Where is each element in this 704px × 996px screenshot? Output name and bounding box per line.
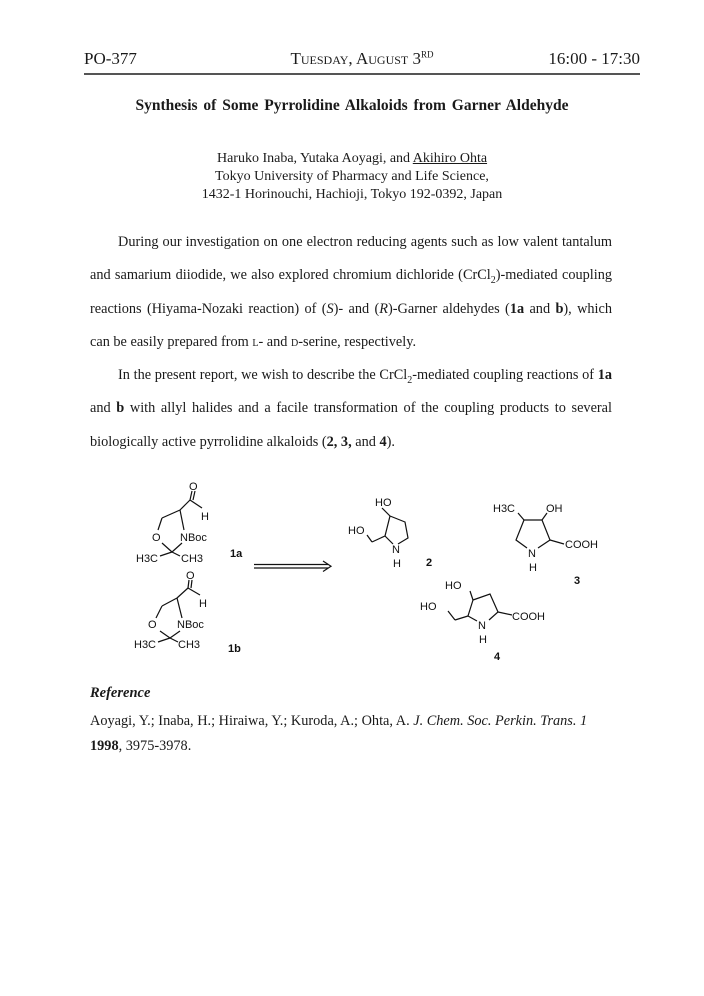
t: 4 xyxy=(379,433,387,450)
compound-label: 2 xyxy=(426,557,433,569)
page-header xyxy=(84,49,640,75)
t: and xyxy=(524,300,556,317)
t: 1a xyxy=(509,300,525,317)
atom: H xyxy=(479,634,487,646)
date-suffix: RD xyxy=(421,49,434,60)
atom: O xyxy=(148,619,157,631)
atom: H3C xyxy=(134,639,157,651)
atom: CH3 xyxy=(181,553,204,565)
t: - and xyxy=(258,333,292,350)
address: 1432-1 Horinouchi, Hachioji, Tokyo 192-0392, Japan xyxy=(201,187,503,202)
t: )-Garner aldehydes ( xyxy=(388,300,510,317)
atom: NBoc xyxy=(177,619,204,631)
atom: H xyxy=(199,598,207,610)
paragraph-2 xyxy=(90,359,612,459)
ref-authors: Aoyagi, Y.; Inaba, H.; Hiraiwa, Y.; Kuroda, A.; Ohta, A. xyxy=(90,713,414,729)
compound-label: 1b xyxy=(228,643,241,655)
affiliation: Tokyo University of Pharmacy and Life Science, xyxy=(215,169,489,184)
t: -mediated coupling reactions of xyxy=(412,367,598,384)
atom: H xyxy=(529,562,537,574)
atom: O xyxy=(186,570,195,582)
atom: H3C xyxy=(493,503,516,515)
t: l xyxy=(252,333,259,350)
atom: H3C xyxy=(136,553,159,565)
reaction-scheme xyxy=(80,480,600,670)
t: 2 xyxy=(490,275,496,287)
paragraph-1 xyxy=(90,226,612,359)
ref-pages: , 3975-3978. xyxy=(118,738,192,754)
t: )-mediated coupling reactions (Hiyama-Nozaki reaction) of ( xyxy=(90,267,613,317)
t: S xyxy=(326,300,334,317)
atom: COOH xyxy=(512,611,545,623)
atom: CH3 xyxy=(178,639,201,651)
authors-text: Haruko Inaba, Yutaka Aoyagi, and xyxy=(216,151,413,166)
compound-1a xyxy=(136,481,243,565)
t: b xyxy=(116,400,125,417)
session-time: 16:00 - 17:30 xyxy=(548,49,640,68)
t: 1a xyxy=(597,367,612,384)
atom: O xyxy=(152,532,161,544)
compound-4 xyxy=(420,580,545,663)
t: In the present report, we wish to describe the CrCl xyxy=(118,367,408,384)
author-block xyxy=(0,150,704,204)
compound-3 xyxy=(493,503,598,587)
t: and xyxy=(351,433,380,450)
t: ), which can be easily prepared from xyxy=(90,300,613,350)
atom: O xyxy=(189,481,198,493)
date-text: Tuesday, August 3 xyxy=(290,49,422,68)
atom: H xyxy=(201,511,209,523)
compound-label: 3 xyxy=(574,575,581,587)
reference-heading: Reference xyxy=(90,685,151,701)
atom: OH xyxy=(546,503,563,515)
ref-year: 1998 xyxy=(90,738,119,754)
compound-1b xyxy=(134,570,241,655)
atom: N xyxy=(392,544,400,556)
atom: HO xyxy=(348,525,365,537)
atom: HO xyxy=(420,601,437,613)
atom: NBoc xyxy=(180,532,207,544)
t: with allyl halides and a facile transformation of the coupling products to several biologically active pyrrolidine alkaloids ( xyxy=(90,400,612,450)
poster-code: PO-377 xyxy=(84,49,137,68)
ref-journal: J. Chem. Soc. Perkin. Trans. 1 xyxy=(413,713,588,729)
atom: COOH xyxy=(565,539,598,551)
abstract-body xyxy=(90,226,612,459)
t: -serine, respectively. xyxy=(298,333,417,350)
t: 2, 3, xyxy=(326,433,352,450)
atom: H xyxy=(393,558,401,570)
atom: N xyxy=(528,548,536,560)
compound-label: 4 xyxy=(494,651,501,663)
compound-2 xyxy=(348,497,432,570)
t: )- and ( xyxy=(333,300,380,317)
t: 2 xyxy=(407,375,413,387)
paper-title: Synthesis of Some Pyrrolidine Alkaloids from Garner Aldehyde xyxy=(135,97,569,114)
t: b xyxy=(555,300,564,317)
atom: N xyxy=(478,620,486,632)
reaction-arrow xyxy=(254,561,331,572)
atom: HO xyxy=(375,497,392,509)
reference-citation xyxy=(90,709,612,759)
presenting-author: Akihiro Ohta xyxy=(412,151,488,166)
t: and xyxy=(90,400,117,417)
t: During our investigation on one electron reducing agents such as low valent tantalum and samarium diiodide, we also explored chromium dichloride (CrCl xyxy=(90,234,612,284)
atom: HO xyxy=(445,580,462,592)
session-date xyxy=(290,49,433,69)
t: d xyxy=(291,333,299,350)
author-names xyxy=(0,150,704,168)
compound-label: 1a xyxy=(230,548,243,560)
t: ). xyxy=(386,433,395,450)
t: R xyxy=(379,300,388,317)
